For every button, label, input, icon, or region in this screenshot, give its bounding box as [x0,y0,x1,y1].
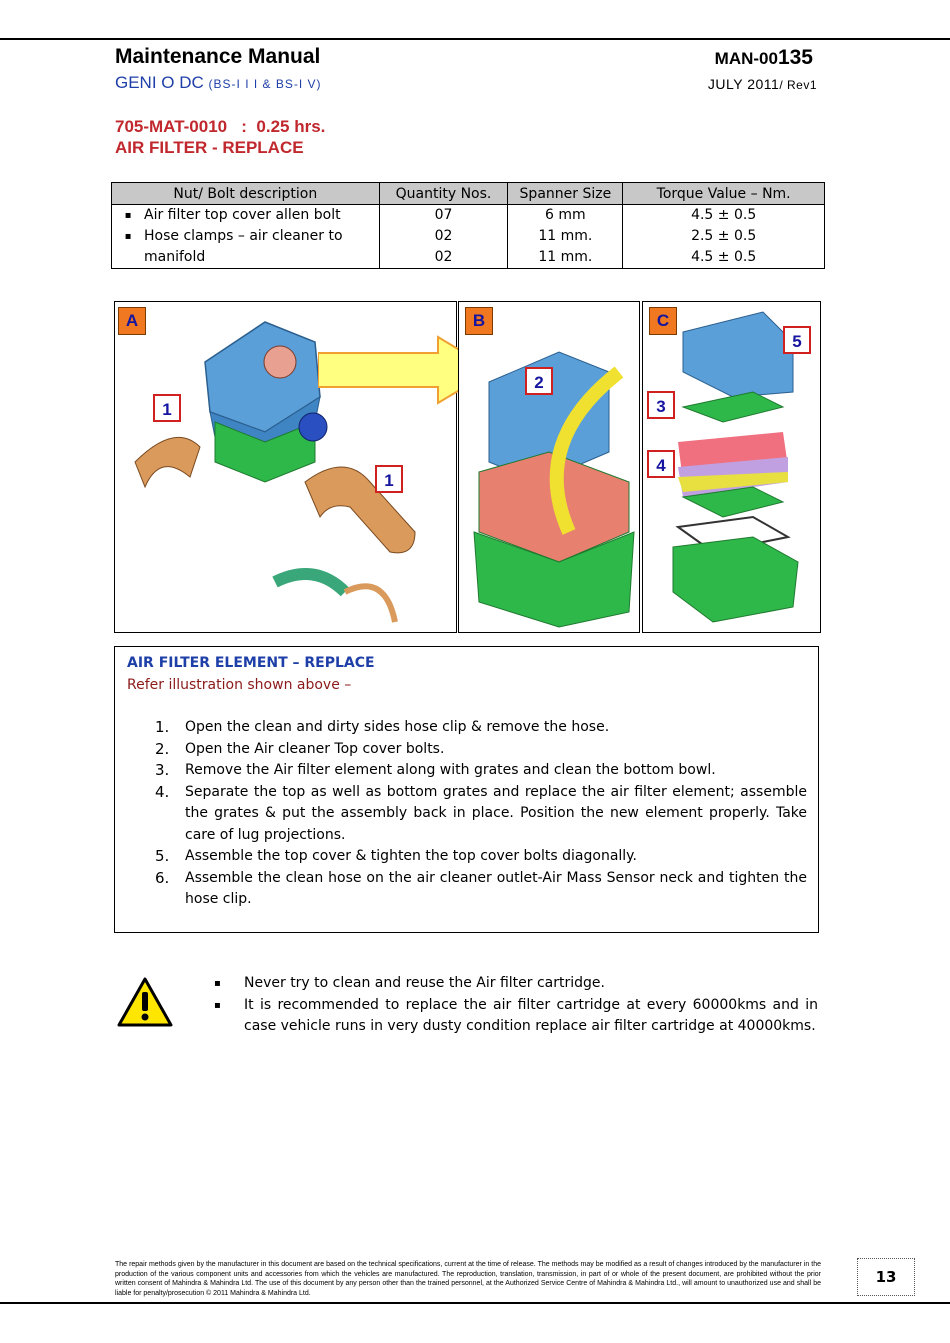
doc-prefix: MAN-00 [714,49,778,68]
step-number: 2. [155,739,170,758]
table-header-row [112,183,825,205]
warning-icon [116,976,174,1028]
date-text: JULY 2011 [707,76,780,92]
cell-spanner: 11 mm. [508,226,623,247]
steps-list [127,717,807,911]
callout-5: 5 [783,326,811,354]
panel-label-c: C [649,307,677,335]
column-header: Torque Value – Nm. [623,183,825,205]
procedure-code: 705-MAT-0010 : 0.25 hrs. [115,117,326,136]
warning-notes [214,973,818,1038]
panel-label-a: A [118,307,146,335]
cell-spanner: 11 mm. [508,247,623,269]
list-item [127,846,807,868]
document-number [715,46,813,70]
callout-2: 2 [525,367,553,395]
list-item [127,868,807,911]
bullet: ▪ [124,231,132,242]
step-number: 5. [155,847,170,865]
step-text: Assemble the top cover & tighten the top cover bolts diagonally. [185,848,637,864]
footer-disclaimer: The repair methods given by the manufacturer in this document are based on the technical specifications, current at the time of release. The methods may be modified as a result of changes introduced by the manufacturer in the production of the various component units and accessories from which the vehicles are manufactured. The reproduction, translation, transmission, in part of or whole of the present document, are prohibited without the prior written consent of Mahindra & Mahindra Ltd. The use of this document by any person other than the trained personnel, at the Authorized Service Centre of Mahindra & Mahindra Ltd., will amount to unauthorized use and shall be liable for penalty/prosecution © 2011 Mahindra & Mahindra Ltd. [115,1261,821,1297]
list-item [127,760,807,782]
cell-qty: 07 [379,205,508,227]
step-text: Separate the top as well as bottom grates and replace the air filter element; assemble the grates & put the assembly back in place. Position the new element properly. Take care of lug projections. [185,783,807,843]
header-rule [0,38,950,40]
bullet: ▪ [124,210,132,221]
revision: / Rev1 [779,78,817,92]
model-variant: (BS-I I I & BS-I V) [208,77,322,91]
cell-spanner: 6 mm [508,205,623,227]
cell-qty: 02 [379,247,508,269]
list-item [127,782,807,847]
procedure-name: AIR FILTER - REPLACE [115,138,304,157]
step-text: Open the Air cleaner Top cover bolts. [185,740,445,757]
callout-3: 3 [647,391,675,419]
panel-label-b: B [465,307,493,335]
warning-text: Never try to clean and reuse the Air filter cartridge. [244,975,605,991]
cell-desc: manifold [144,249,206,265]
step-text: Remove the Air filter element along with grates and clean the bottom bowl. [185,762,716,778]
cell-torque: 4.5 ± 0.5 [623,205,825,227]
step-text: Assemble the clean hose on the air cleaner outlet-Air Mass Sensor neck and tighten the hose clip. [185,869,807,907]
page-number: 13 [857,1258,915,1296]
step-number: 6. [155,868,170,887]
step-number: 3. [155,761,170,779]
cell-desc: Air filter top cover allen bolt [144,207,341,223]
cell-desc: Hose clamps – air cleaner to [144,228,343,244]
step-text: Open the clean and dirty sides hose clip & remove the hose. [185,719,610,735]
column-header: Quantity Nos. [379,183,508,205]
doc-num: 135 [777,46,813,69]
column-header: Nut/ Bolt description [112,183,380,205]
warning-text: It is recommended to replace the air filter cartridge at every 60000kms and in case vehicle runs in very dusty condition replace air filter cartridge at 40000kms. [244,996,818,1034]
footer-rule [0,1302,950,1304]
step-number: 1. [155,718,170,736]
cell-torque: 2.5 ± 0.5 [623,226,825,247]
list-item: ▪ Never try to clean and reuse the Air filter cartridge. [214,975,605,991]
list-item [127,739,807,761]
illustration-panel-b [458,301,640,633]
table-row [112,205,825,227]
document-date [708,76,817,92]
cell-torque: 4.5 ± 0.5 [623,247,825,269]
manual-title: Maintenance Manual [115,45,321,68]
table-row [112,247,825,269]
callout-4: 4 [647,450,675,478]
disassembly-illustration-b [459,302,639,632]
model-subtitle [115,73,322,93]
cell-qty: 02 [379,226,508,247]
instructions-box [114,646,819,933]
illustration-panel-c [642,301,821,633]
procedure-heading [115,116,325,158]
list-item [127,717,807,739]
instructions-subheading: Refer illustration shown above – [127,677,352,693]
instructions-heading: AIR FILTER ELEMENT – REPLACE [127,655,375,671]
callout-1: 1 [375,465,403,493]
callout-1: 1 [153,394,181,422]
fastener-spec-table [111,182,825,269]
list-item: ▪ It is recommended to replace the air filter cartridge at every 60000kms and in case vehicle runs in very dusty condition replace air filter cartridge at 40000kms. [214,996,818,1034]
column-header: Spanner Size [508,183,623,205]
model-name: GENI O DC [115,73,204,92]
step-number: 4. [155,782,170,801]
table-row [112,226,825,247]
